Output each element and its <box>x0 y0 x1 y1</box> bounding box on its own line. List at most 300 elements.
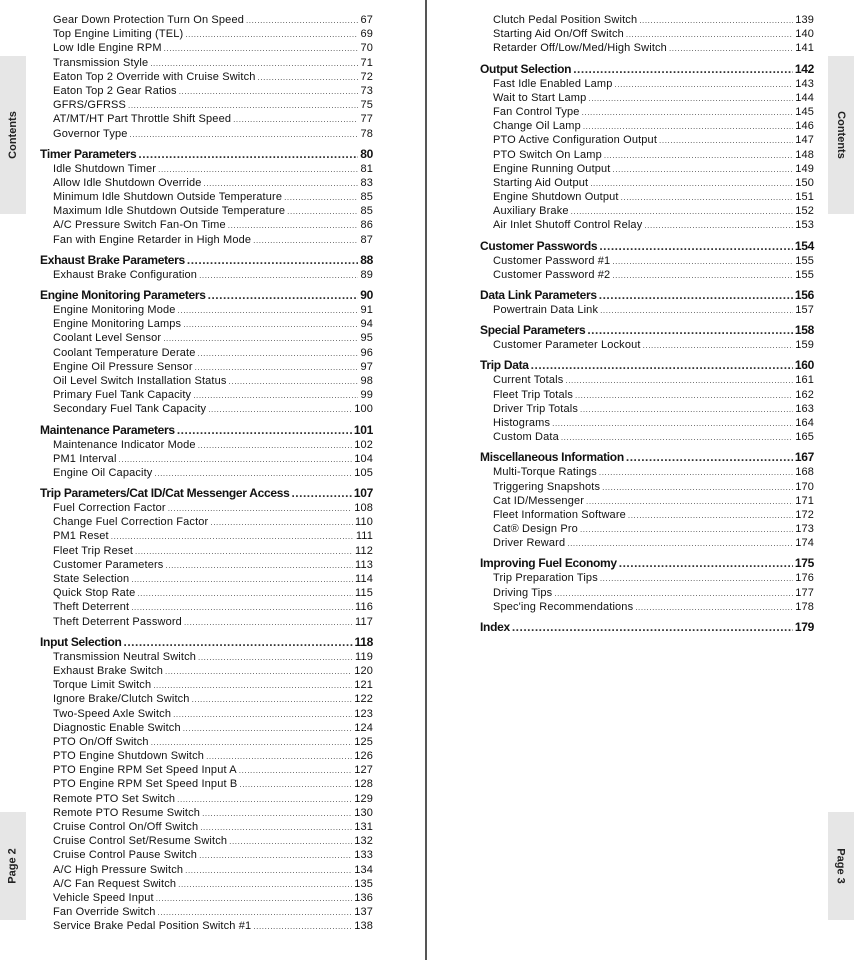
toc-entry-title: State Selection <box>53 573 130 585</box>
toc-section-heading[interactable] <box>480 620 814 635</box>
dot-leader <box>178 303 359 318</box>
toc-entry[interactable] <box>40 863 373 877</box>
toc-entry[interactable] <box>40 303 373 317</box>
toc-entry[interactable] <box>40 501 373 515</box>
toc-entry-title: PTO Active Configuration Output <box>493 134 658 147</box>
toc-page-number: 117 <box>355 615 373 628</box>
toc-section-heading[interactable] <box>480 62 814 77</box>
toc-entry[interactable] <box>480 91 814 105</box>
toc-entry[interactable] <box>40 331 373 345</box>
toc-page-number: 139 <box>795 14 814 26</box>
toc-entry[interactable] <box>40 572 373 586</box>
toc-left-column <box>40 13 373 934</box>
toc-entry[interactable] <box>480 416 814 430</box>
toc-entry-title: Auxiliary Brake <box>493 205 569 218</box>
toc-page-number: 131 <box>354 821 373 833</box>
toc-entry-title: Starting Aid On/Off Switch <box>493 28 624 41</box>
dot-leader <box>173 707 352 722</box>
dot-leader <box>586 494 793 509</box>
toc-section-heading[interactable] <box>480 450 814 465</box>
toc-page-number: 160 <box>794 358 814 373</box>
dot-leader <box>195 360 359 375</box>
toc-section-heading[interactable] <box>40 253 373 268</box>
toc-entry[interactable] <box>480 571 814 585</box>
toc-entry[interactable] <box>480 77 814 91</box>
dot-leader <box>659 133 793 148</box>
toc-entry[interactable] <box>40 905 373 919</box>
toc-page-number: 134 <box>354 863 373 876</box>
toc-page-number: 97 <box>360 360 373 373</box>
toc-page-number: 111 <box>355 530 373 543</box>
toc-section-heading[interactable] <box>40 635 373 650</box>
toc-entry[interactable] <box>480 148 814 162</box>
toc-entry[interactable] <box>40 586 373 600</box>
toc-entry-title: Change Oil Lamp <box>493 120 581 133</box>
toc-page-number: 77 <box>360 113 373 126</box>
toc-entry-title: Maintenance Indicator Mode <box>53 438 196 451</box>
dot-leader <box>512 620 793 635</box>
toc-entry[interactable] <box>480 190 814 204</box>
toc-entry-title: Driver Reward <box>493 537 566 550</box>
toc-page-number: 67 <box>360 14 373 26</box>
dot-leader <box>187 253 358 268</box>
toc-entry-title: Two-Speed Axle Switch <box>53 707 172 720</box>
dot-leader <box>291 486 351 501</box>
dot-leader <box>588 91 793 106</box>
dot-leader <box>119 452 353 467</box>
toc-entry-title: Top Engine Limiting (TEL) <box>53 28 184 41</box>
toc-entry-title: Engine Monitoring Parameters <box>40 288 206 302</box>
toc-section-heading[interactable] <box>40 288 373 303</box>
toc-page-number: 100 <box>354 403 373 416</box>
toc-page-number: 147 <box>795 134 814 147</box>
toc-entry[interactable] <box>480 133 814 147</box>
toc-page-number: 72 <box>360 70 373 83</box>
toc-entry-title: Cat® Design Pro <box>493 523 578 536</box>
toc-entry[interactable] <box>480 373 814 387</box>
toc-entry[interactable] <box>40 56 373 70</box>
toc-entry[interactable] <box>480 303 814 317</box>
toc-page-number: 137 <box>354 906 373 919</box>
toc-page-number: 175 <box>794 556 814 571</box>
toc-page-number: 81 <box>360 162 373 175</box>
toc-entry[interactable] <box>480 105 814 119</box>
toc-entry[interactable] <box>480 162 814 176</box>
toc-page-number: 135 <box>354 877 373 890</box>
toc-entry[interactable] <box>40 268 373 282</box>
toc-page-number: 146 <box>795 120 814 133</box>
toc-entry[interactable] <box>40 749 373 763</box>
toc-right-column <box>480 13 814 635</box>
toc-page-number: 98 <box>360 374 373 387</box>
dot-leader <box>587 323 793 338</box>
dot-leader <box>575 388 793 403</box>
dot-leader <box>531 358 793 373</box>
toc-section-heading[interactable] <box>480 358 814 373</box>
toc-section-heading[interactable] <box>40 486 373 501</box>
toc-entry[interactable] <box>40 452 373 466</box>
toc-entry-title: Low Idle Engine RPM <box>53 42 162 55</box>
toc-page-number: 164 <box>795 416 814 429</box>
dot-leader <box>583 119 793 134</box>
toc-entry-title: Triggering Snapshots <box>493 480 601 493</box>
toc-entry[interactable] <box>40 218 373 232</box>
toc-entry[interactable] <box>40 41 373 55</box>
dot-leader <box>582 105 794 120</box>
dot-leader <box>626 27 793 42</box>
toc-entry-title: Powertrain Data Link <box>493 304 599 316</box>
toc-entry-title: Diagnostic Enable Switch <box>53 721 181 734</box>
toc-page-number: 167 <box>794 450 814 465</box>
dot-leader <box>644 218 793 233</box>
toc-page-number: 143 <box>795 77 814 90</box>
page-number-label: Page 2 <box>7 848 19 884</box>
toc-entry[interactable] <box>40 438 373 452</box>
toc-page-number: 70 <box>360 42 373 55</box>
toc-entry-title: Spec'ing Recommendations <box>493 600 634 613</box>
toc-page-number: 123 <box>354 707 373 720</box>
toc-entry[interactable] <box>480 27 814 41</box>
dot-leader <box>200 820 352 835</box>
toc-page-number: 122 <box>354 693 373 706</box>
toc-entry[interactable] <box>40 919 373 933</box>
dot-leader <box>184 615 353 630</box>
toc-entry[interactable] <box>480 204 814 218</box>
toc-entry[interactable] <box>40 792 373 806</box>
toc-entry[interactable] <box>480 338 814 352</box>
dot-leader <box>208 402 352 417</box>
toc-page-number: 127 <box>354 764 373 777</box>
toc-page-number: 80 <box>360 146 373 161</box>
toc-page-number: 85 <box>360 191 373 204</box>
toc-entry[interactable] <box>480 254 814 268</box>
toc-page-number: 155 <box>795 254 814 267</box>
toc-entry-title: Change Fuel Correction Factor <box>53 516 209 529</box>
toc-entry-title: Exhaust Brake Parameters <box>40 252 185 267</box>
dot-leader <box>158 162 358 177</box>
dot-leader <box>178 877 352 892</box>
toc-entry[interactable] <box>40 806 373 820</box>
toc-entry-title: Engine Monitoring Mode <box>53 304 176 316</box>
toc-entry[interactable] <box>480 586 814 600</box>
toc-entry-title: Improving Fuel Economy <box>480 556 617 571</box>
toc-entry[interactable] <box>40 820 373 834</box>
toc-entry-title: Miscellaneous Information <box>480 450 624 465</box>
toc-entry[interactable] <box>480 494 814 508</box>
toc-entry[interactable] <box>40 402 373 416</box>
toc-page-number: 144 <box>795 91 814 104</box>
toc-page-number: 133 <box>354 849 373 862</box>
dot-leader <box>552 416 793 431</box>
toc-entry[interactable] <box>40 190 373 204</box>
dot-leader <box>138 147 358 162</box>
toc-entry-title: Exhaust Brake Switch <box>53 664 163 677</box>
toc-page-number: 162 <box>795 388 814 401</box>
toc-entry[interactable] <box>480 430 814 444</box>
dot-leader <box>621 190 794 205</box>
toc-entry-title: Idle Shutdown Timer <box>53 162 157 175</box>
dot-leader <box>124 635 353 650</box>
dot-leader <box>111 529 354 544</box>
toc-entry-title: Engine Oil Capacity <box>53 466 153 479</box>
toc-entry[interactable] <box>40 13 373 27</box>
toc-entry-title: Primary Fuel Tank Capacity <box>53 389 192 402</box>
toc-entry-title: Service Brake Pedal Position Switch #1 <box>53 920 252 933</box>
toc-entry[interactable] <box>40 70 373 84</box>
dot-leader <box>168 501 352 516</box>
toc-entry-title: Secondary Fuel Tank Capacity <box>53 403 207 416</box>
dot-leader <box>185 27 358 42</box>
dot-leader <box>600 571 793 586</box>
toc-entry[interactable] <box>480 508 814 522</box>
toc-entry[interactable] <box>40 317 373 331</box>
toc-entry[interactable] <box>40 692 373 706</box>
toc-entry[interactable] <box>40 112 373 126</box>
toc-entry[interactable] <box>480 119 814 133</box>
dot-leader <box>628 508 793 523</box>
toc-page-number: 125 <box>354 735 373 748</box>
toc-section-heading[interactable] <box>40 423 373 438</box>
toc-entry-title: Histograms <box>493 416 551 429</box>
toc-page-number: 120 <box>354 664 373 677</box>
toc-page-number: 173 <box>795 523 814 536</box>
dot-leader <box>580 402 793 417</box>
toc-page-number: 132 <box>354 835 373 848</box>
dot-leader <box>614 77 793 92</box>
toc-page-number: 88 <box>360 252 373 267</box>
contents-side-tab <box>0 56 26 214</box>
toc-entry-title: Driving Tips <box>493 586 553 599</box>
toc-page-number: 174 <box>795 537 814 550</box>
toc-page-number: 87 <box>360 233 373 246</box>
toc-entry[interactable] <box>40 664 373 678</box>
toc-entry[interactable] <box>480 13 814 27</box>
toc-page-number: 157 <box>795 304 814 316</box>
toc-entry[interactable] <box>40 721 373 735</box>
toc-entry[interactable] <box>40 84 373 98</box>
toc-entry-title: Fan Override Switch <box>53 906 156 919</box>
page-number-tab-right <box>828 812 854 920</box>
toc-entry-title: Fleet Trip Reset <box>53 544 134 557</box>
toc-entry-title: Cruise Control Pause Switch <box>53 849 198 862</box>
dot-leader <box>131 572 353 587</box>
toc-entry-title: PTO Engine RPM Set Speed Input A <box>53 764 237 777</box>
toc-page-number: 145 <box>795 105 814 118</box>
toc-page-number: 138 <box>354 920 373 933</box>
dot-leader <box>229 374 359 389</box>
dot-leader <box>137 586 353 601</box>
toc-entry-title: Theft Deterrent Password <box>53 615 182 628</box>
toc-entry[interactable] <box>40 27 373 41</box>
dot-leader <box>599 465 793 480</box>
dot-leader <box>185 863 352 878</box>
toc-page-number: 150 <box>795 176 814 189</box>
toc-entry[interactable] <box>40 374 373 388</box>
dot-leader <box>165 664 352 679</box>
toc-entry-title: Eaton Top 2 Gear Ratios <box>53 84 177 97</box>
toc-entry[interactable] <box>40 707 373 721</box>
dot-leader <box>150 56 358 71</box>
toc-entry[interactable] <box>40 233 373 247</box>
toc-section-heading[interactable] <box>480 323 814 338</box>
dot-leader <box>229 834 352 849</box>
page-divider <box>425 0 427 960</box>
toc-entry-title: Oil Level Switch Installation Status <box>53 374 227 387</box>
toc-page-number: 102 <box>354 438 373 451</box>
page-number-label: Page 3 <box>835 848 847 884</box>
toc-entry-title: Minimum Idle Shutdown Outside Temperature <box>53 191 283 204</box>
dot-leader <box>199 268 358 283</box>
toc-entry[interactable] <box>40 735 373 749</box>
dot-leader <box>165 558 353 573</box>
toc-entry-title: Coolant Temperature Derate <box>53 346 196 359</box>
toc-entry-title: Maintenance Parameters <box>40 422 175 437</box>
dot-leader <box>131 600 353 615</box>
toc-entry-title: Remote PTO Resume Switch <box>53 806 201 819</box>
toc-page-number: 165 <box>795 431 814 444</box>
dot-leader <box>669 41 793 56</box>
toc-entry[interactable] <box>40 346 373 360</box>
toc-page-number: 73 <box>360 84 373 97</box>
toc-entry[interactable] <box>480 402 814 416</box>
dot-leader <box>179 84 359 99</box>
toc-entry[interactable] <box>480 268 814 282</box>
dot-leader <box>284 190 358 205</box>
toc-entry-title: Multi-Torque Ratings <box>493 466 597 479</box>
toc-page-number: 156 <box>794 288 814 302</box>
toc-page-number: 75 <box>360 99 373 112</box>
toc-section-heading[interactable] <box>40 147 373 162</box>
toc-page-number: 154 <box>794 238 814 253</box>
toc-entry-title: Allow Idle Shutdown Override <box>53 176 202 189</box>
toc-entry[interactable] <box>40 891 373 905</box>
toc-entry-title: Driver Trip Totals <box>493 402 579 415</box>
toc-page-number: 124 <box>354 721 373 734</box>
toc-entry[interactable] <box>40 600 373 614</box>
toc-entry[interactable] <box>40 98 373 112</box>
toc-page-number: 108 <box>354 502 373 515</box>
toc-entry-title: Fuel Correction Factor <box>53 502 166 515</box>
dot-leader <box>639 13 793 28</box>
dot-leader <box>239 777 352 792</box>
dot-leader <box>573 62 793 77</box>
toc-entry[interactable] <box>40 515 373 529</box>
toc-section-heading[interactable] <box>480 288 814 303</box>
toc-entry[interactable] <box>480 480 814 494</box>
toc-section-heading[interactable] <box>480 239 814 254</box>
toc-entry[interactable] <box>480 536 814 550</box>
toc-entry[interactable] <box>480 522 814 536</box>
toc-page-number: 158 <box>794 323 814 338</box>
toc-entry-title: Engine Shutdown Output <box>493 191 619 204</box>
toc-entry-title: Engine Oil Pressure Sensor <box>53 360 193 373</box>
toc-entry-title: PTO On/Off Switch <box>53 735 149 748</box>
toc-page-number: 152 <box>795 205 814 218</box>
toc-entry[interactable] <box>40 848 373 862</box>
dot-leader <box>177 792 352 807</box>
toc-page-number: 179 <box>794 620 814 634</box>
toc-entry-title: Customer Password #1 <box>493 254 611 267</box>
toc-entry-title: Fan Control Type <box>493 105 580 118</box>
toc-entry-title: Maximum Idle Shutdown Outside Temperature <box>53 205 286 218</box>
contents-tab-label: Contents <box>835 111 848 159</box>
toc-entry[interactable] <box>40 176 373 190</box>
toc-entry-title: Transmission Style <box>53 56 149 69</box>
dot-leader <box>128 98 358 113</box>
dot-leader <box>198 438 352 453</box>
toc-entry-title: Eaton Top 2 Override with Cruise Switch <box>53 70 256 83</box>
toc-page-number: 126 <box>354 750 373 763</box>
toc-entry[interactable] <box>40 777 373 791</box>
toc-page-number: 129 <box>354 792 373 805</box>
toc-entry-title: Retarder Off/Low/Med/High Switch <box>493 42 667 55</box>
toc-page-number: 114 <box>355 573 373 585</box>
toc-section-heading[interactable] <box>480 556 814 571</box>
toc-entry-title: Fleet Trip Totals <box>493 388 573 401</box>
toc-entry[interactable] <box>40 360 373 374</box>
toc-entry[interactable] <box>40 877 373 891</box>
dot-leader <box>156 891 352 906</box>
dot-leader <box>619 556 793 571</box>
toc-entry[interactable] <box>40 678 373 692</box>
toc-entry[interactable] <box>40 834 373 848</box>
toc-entry[interactable] <box>480 465 814 479</box>
toc-entry[interactable] <box>40 204 373 218</box>
toc-entry[interactable] <box>40 162 373 176</box>
toc-entry-title: AT/MT/HT Part Throttle Shift Speed <box>53 113 232 126</box>
contents-side-tab <box>828 56 854 214</box>
toc-entry[interactable] <box>40 127 373 141</box>
toc-entry[interactable] <box>40 763 373 777</box>
toc-entry-title: A/C High Pressure Switch <box>53 863 184 876</box>
toc-entry-title: Output Selection <box>480 61 572 76</box>
toc-entry[interactable] <box>40 529 373 543</box>
toc-entry-title: PTO Engine RPM Set Speed Input B <box>53 778 238 791</box>
toc-entry-title: Gear Down Protection Turn On Speed <box>53 14 244 26</box>
toc-entry-title: Data Link Parameters <box>480 288 597 302</box>
toc-entry-title: Air Inlet Shutoff Control Relay <box>493 219 643 232</box>
page-number-tab-left <box>0 812 26 920</box>
toc-entry-title: Coolant Level Sensor <box>53 332 162 345</box>
toc-entry[interactable] <box>40 650 373 664</box>
toc-entry[interactable] <box>480 41 814 55</box>
toc-entry-title: Cruise Control Set/Resume Switch <box>53 835 228 848</box>
toc-entry[interactable] <box>480 600 814 614</box>
toc-entry[interactable] <box>40 615 373 629</box>
dot-leader <box>253 919 352 934</box>
dot-leader <box>135 544 353 559</box>
toc-page-number: 161 <box>795 374 814 387</box>
toc-entry[interactable] <box>40 558 373 572</box>
dot-leader <box>130 127 359 142</box>
toc-entry[interactable] <box>40 544 373 558</box>
dot-leader <box>208 288 359 303</box>
dot-leader <box>183 721 352 736</box>
toc-entry-title: Customer Parameter Lockout <box>493 339 641 352</box>
dot-leader <box>228 218 359 233</box>
toc-entry-title: Index <box>480 620 510 634</box>
toc-entry[interactable] <box>480 218 814 232</box>
toc-entry[interactable] <box>480 176 814 190</box>
toc-entry-title: Customer Passwords <box>480 238 598 253</box>
toc-entry-title: Trip Data <box>480 358 529 373</box>
toc-entry-title: Vehicle Speed Input <box>53 891 154 904</box>
toc-entry[interactable] <box>40 466 373 480</box>
toc-page-number: 163 <box>795 402 814 415</box>
toc-entry[interactable] <box>480 388 814 402</box>
dot-leader <box>258 70 359 85</box>
toc-entry[interactable] <box>40 388 373 402</box>
